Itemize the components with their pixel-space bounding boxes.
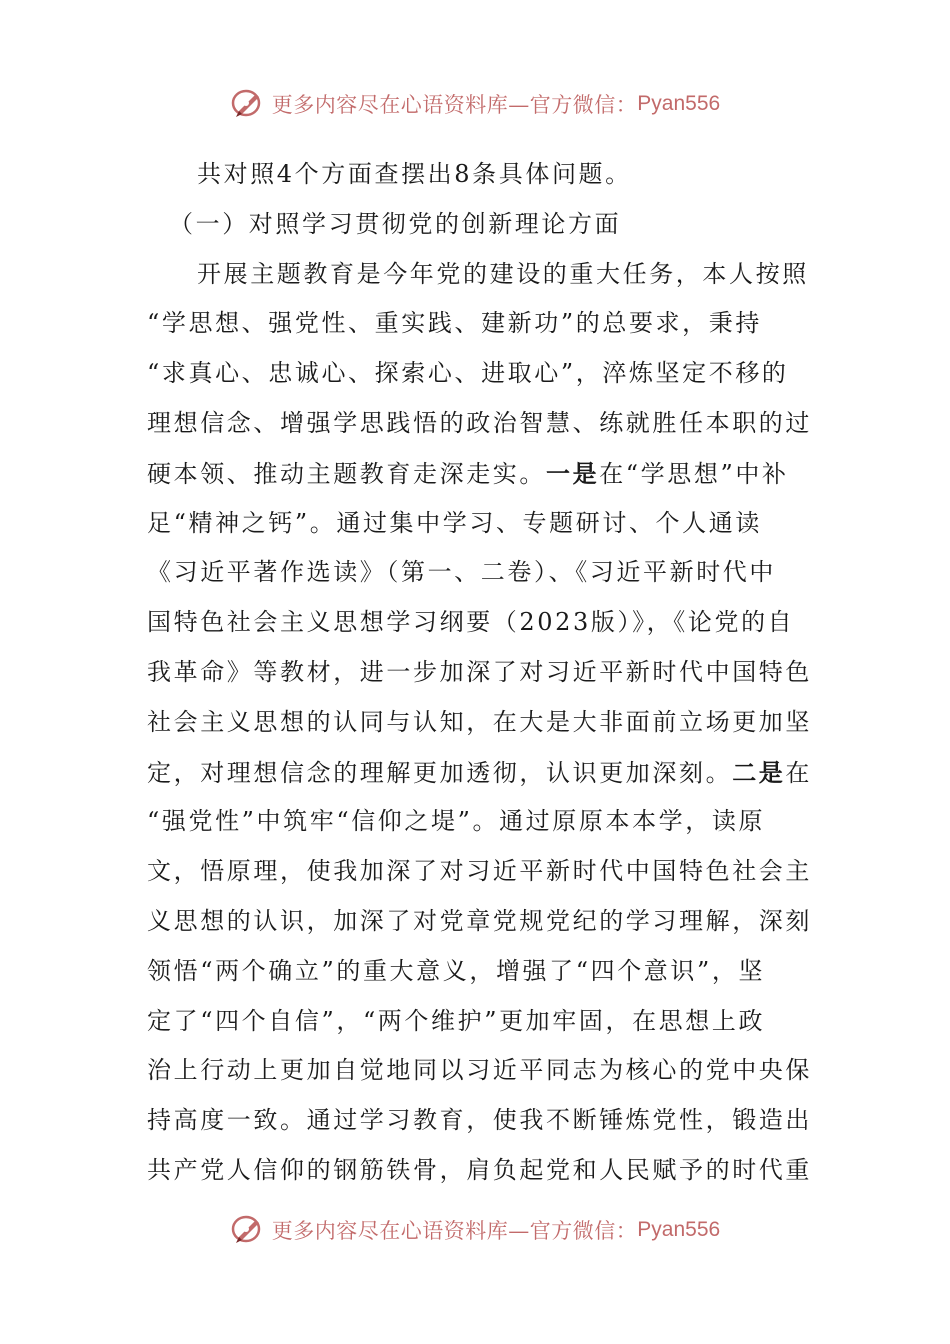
text-line: 理想信念、增强学思践悟的政治智慧、练就胜任本职的过: [147, 408, 812, 437]
pen-logo-icon: [230, 1212, 266, 1248]
watermark-text: 更多内容尽在心语资料库—官方微信：: [271, 93, 638, 117]
text-line: [147, 449, 787, 499]
text-line: 足“精神之钙”。通过集中学习、专题研讨、个人通读: [147, 508, 762, 537]
text-segment: 定，对理想信念的理解更加透彻，认识更加深刻。: [147, 758, 733, 787]
text-line: 共对照4个方面查摆出8条具体问题。: [197, 160, 632, 188]
watermark-footer: [0, 1210, 950, 1250]
pen-logo-icon: [230, 86, 266, 122]
emphasis-first: 一是: [546, 458, 600, 488]
text-segment: 硬本领、推动主题教育走深走实。: [147, 459, 546, 488]
watermark-text: 更多内容尽在心语资料库—官方微信：: [271, 1219, 638, 1243]
text-line: 社会主义思想的认同与认知，在大是大非面前立场更加坚: [147, 707, 812, 736]
text-line: 国特色社会主义思想学习纲要（2023版）》，《论党的自: [147, 608, 795, 637]
text-line: “强党性”中筑牢“信仰之堤”。通过原原本本学，读原: [147, 807, 766, 836]
text-line: [147, 748, 813, 798]
text-line: 文，悟原理，使我加深了对习近平新时代中国特色社会主: [147, 857, 812, 886]
text-line: 《习近平著作选读》（第一、二卷）、《习近平新时代中: [147, 558, 776, 587]
watermark-wechat-id: Pyan556: [637, 1218, 721, 1241]
text-segment: 在: [785, 758, 813, 787]
text-line: 治上行动上更加自觉地同以习近平同志为核心的党中央保: [147, 1056, 812, 1085]
text-line: “求真心、忠诚心、探索心、进取心”，淬炼坚定不移的: [147, 359, 789, 388]
text-line: 义思想的认识，加深了对党章党规党纪的学习理解，深刻: [147, 906, 812, 935]
text-line: 开展主题教育是今年党的建设的重大任务，本人按照: [197, 259, 809, 288]
watermark-header: [0, 84, 950, 124]
text-line: 持高度一致。通过学习教育，使我不断锤炼党性，锻造出: [147, 1106, 812, 1135]
text-line: 定了“四个自信”，“两个维护”更加牢固，在思想上政: [147, 1006, 766, 1035]
text-line: 我革命》等教材，进一步加深了对习近平新时代中国特色: [147, 657, 812, 686]
watermark-wechat-id: Pyan556: [637, 92, 721, 115]
emphasis-second: 二是: [732, 757, 786, 787]
text-segment: 在“学思想”中补: [599, 459, 789, 488]
section-heading: （一）对照学习贯彻党的创新理论方面: [169, 209, 622, 238]
document-body: [147, 150, 813, 1196]
text-line: 共产党人信仰的钢筋铁骨，肩负起党和人民赋予的时代重: [147, 1155, 812, 1184]
text-line: “学思想、强党性、重实践、建新功”的总要求，秉持: [147, 309, 762, 338]
text-line: 领悟“两个确立”的重大意义，增强了“四个意识”，坚: [147, 956, 766, 985]
